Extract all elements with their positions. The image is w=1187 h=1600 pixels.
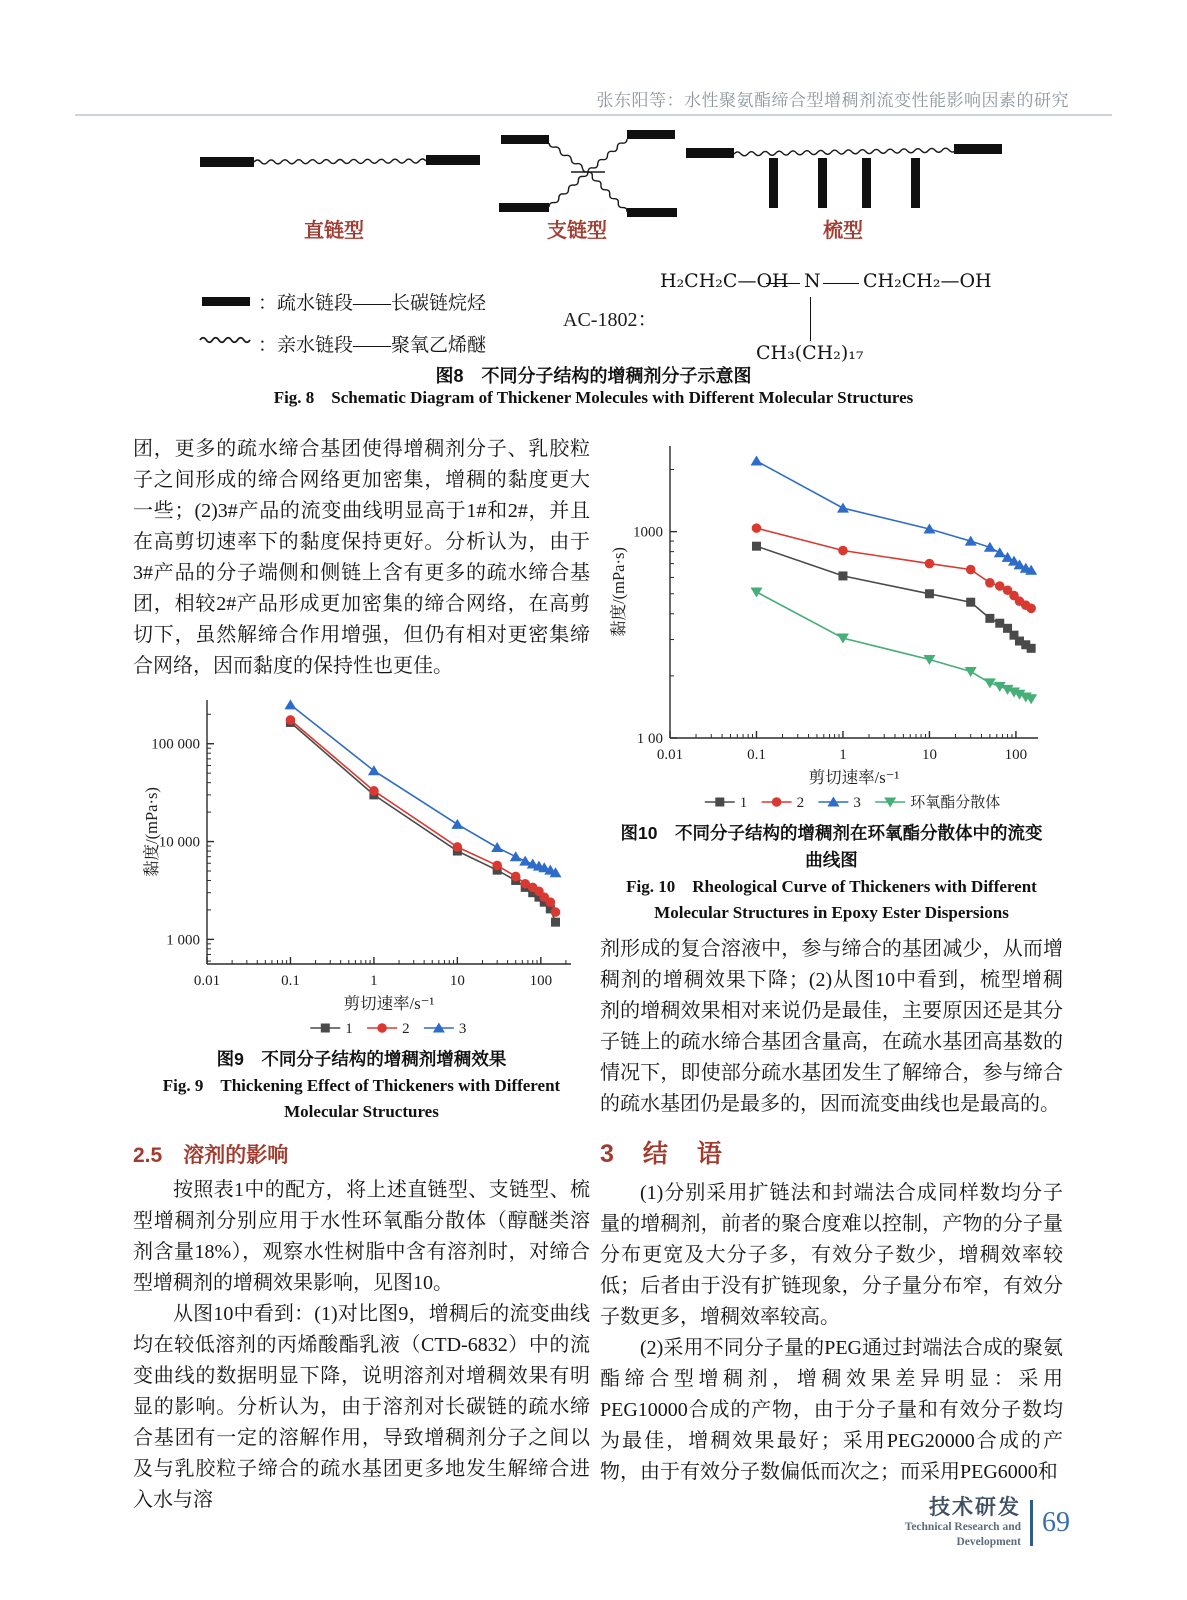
- svg-text:1: 1: [739, 795, 748, 811]
- svg-text:1: 1: [345, 1021, 353, 1037]
- svg-text:0.1: 0.1: [281, 973, 300, 989]
- right-column: [600, 432, 1063, 1488]
- comb-structure-diagram: [686, 128, 1002, 212]
- svg-text:100 000: 100 000: [151, 736, 200, 753]
- figure9: [133, 688, 590, 1040]
- figure10-caption-zh2: 曲线图: [805, 850, 858, 870]
- body-paragraph: 剂形成的复合溶液中，参与缔合的基团减少，从而增稠剂的增稠效果下降；(2)从图10中看到，梳型增稠剂的增稠效果相对来说仍是最佳，主要原因还是其分子链上的疏水缔合基团含量高，在疏水基团高基数的情况下，即使部分疏水基团发生了解缔合，参与缔合的疏水基团仍是最多的，因而流变曲线也是最高的。: [600, 938, 1063, 1115]
- ac1802-label: AC-1802：: [563, 309, 658, 331]
- svg-text:1 00: 1 00: [636, 731, 663, 747]
- bond-line: [766, 283, 800, 284]
- label-linear-type: 直链型: [304, 220, 364, 242]
- hydrophobic-segment-label: ：疏水链段——长碳链烷烃: [258, 293, 487, 314]
- section-3-heading: 3 结 语: [600, 1140, 724, 1168]
- svg-text:2: 2: [796, 795, 805, 811]
- ac1802-structure: [660, 270, 992, 368]
- hydrophilic-segment-swatch: [198, 330, 252, 350]
- body-paragraph: 按照表1中的配方，将上述直链型、支链型、梳型增稠剂分别应用于水性环氧酯分散体（醇醚类溶剂含量18%），观察水性树脂中含有溶剂时，对缔合型增稠剂的增稠效果影响，见图10。: [133, 1179, 590, 1294]
- body-paragraph: 团，更多的疏水缔合基团使得增稠剂分子、乳胶粒子之间形成的缔合网络更加密集，增稠的黏度更大一些；(2)3#产品的流变曲线明显高于1#和2#，并且在高剪切速率下的黏度保持更好。分析认为，由于3#产品的分子端侧和侧链上含有更多的疏水缔合基团，相较2#产品形成更加密集的缔合网络，在高剪切下，虽然解缔合作用增强，但仍有相对更密集缔合网络，因而黏度的保持性也更佳。: [133, 438, 590, 677]
- footer-zh: 技术研发: [929, 1496, 1021, 1519]
- svg-text:剪切速率/s⁻¹: 剪切速率/s⁻¹: [343, 994, 435, 1013]
- ac1802-nitrogen: N: [804, 270, 821, 292]
- footer-section-name: [853, 1496, 1021, 1550]
- section-2-5-heading: 2.5 溶剂的影响: [133, 1144, 289, 1167]
- left-column: [133, 434, 590, 1516]
- svg-text:剪切速率/s⁻¹: 剪切速率/s⁻¹: [808, 768, 900, 787]
- svg-text:3: 3: [853, 795, 861, 811]
- figure9-chart: [133, 688, 590, 1040]
- body-paragraph: 从图10中看到：(1)对比图9，增稠后的流变曲线均在较低溶剂的丙烯酸酯乳液（CTD-6832）中的流变曲线的数据明显下降，说明溶剂对增稠效果有明显的影响。分析认为，由于溶剂对长碳链的疏水缔合基团有一定的溶解作用，导致增稠剂分子之间以及与乳胶粒子缔合的疏水基团更多地发生解缔合进入水与溶: [133, 1303, 590, 1511]
- header-divider: [75, 114, 1112, 116]
- ac1802-right-group: CH₂CH₂—OH: [863, 270, 992, 292]
- ac1802-left-group: H₂CH₂C—OH: [660, 270, 789, 292]
- bond-line: [823, 283, 859, 284]
- figure9-caption-zh: 图9 不同分子结构的增稠剂增稠效果: [216, 1049, 507, 1069]
- figure10-chart: [606, 432, 1063, 814]
- figure10-caption-en2: Molecular Structures in Epoxy Ester Dispersions: [654, 903, 1009, 922]
- footer-divider-bar: [1030, 1500, 1033, 1546]
- running-head-title: 张东阳等：水性聚氨酯缔合型增稠剂流变性能影响因素的研究: [596, 91, 1069, 110]
- linear-structure-diagram: [200, 148, 480, 192]
- svg-text:0.01: 0.01: [193, 973, 221, 989]
- branched-structure-diagram: [495, 126, 681, 222]
- figure10: [600, 432, 1063, 814]
- hydrophobic-segment-swatch: [202, 297, 250, 306]
- svg-text:1000: 1000: [633, 524, 663, 541]
- label-branched-type: 支链型: [547, 220, 607, 242]
- svg-text:2: 2: [402, 1021, 410, 1037]
- svg-text:0.01: 0.01: [656, 747, 684, 763]
- svg-text:黏度/(mPa·s): 黏度/(mPa·s): [609, 547, 628, 637]
- figure8-caption-zh: 图8 不同分子结构的增稠剂分子示意图: [435, 366, 752, 386]
- label-comb-type: 梳型: [823, 220, 863, 242]
- page-number: 69: [1042, 1507, 1070, 1538]
- figure9-caption-en: Fig. 9 Thickening Effect of Thickeners with Different: [162, 1076, 561, 1095]
- figure10-caption-zh: 图10 不同分子结构的增稠剂在环氧酯分散体中的流变: [620, 823, 1043, 843]
- figure10-caption-en: Fig. 10 Rheological Curve of Thickeners with Different: [626, 877, 1037, 896]
- page-footer: [853, 1496, 1070, 1550]
- body-paragraph: (2)采用不同分子量的PEG通过封端法合成的聚氨酯缔合型增稠剂，增稠效果差异明显：采用PEG10000合成的产物，由于分子量和有效分子数均为最佳，增稠效果最好；采用PEG20000合成的产物，由于有效分子数偏低而次之；而采用PEG6000和: [600, 1337, 1063, 1483]
- svg-text:100: 100: [1004, 747, 1028, 763]
- svg-text:10 000: 10 000: [158, 834, 200, 851]
- svg-text:10: 10: [449, 973, 465, 989]
- svg-text:100: 100: [529, 973, 553, 989]
- bond-line-vertical: [810, 297, 811, 341]
- svg-text:10: 10: [921, 747, 937, 763]
- svg-text:0.1: 0.1: [747, 747, 766, 763]
- svg-text:1: 1: [370, 973, 378, 989]
- ac1802-bottom-group: CH₃(CH₂)₁₇: [756, 342, 864, 364]
- svg-text:3: 3: [458, 1021, 467, 1037]
- figure9-caption-en2: Molecular Structures: [284, 1102, 439, 1121]
- body-paragraph: (1)分别采用扩链法和封端法合成同样数均分子量的增稠剂，前者的聚合度难以控制，产物的分子量分布更宽及大分子多，有效分子数少，增稠效率较低；后者由于没有扩链现象，分子量分布窄，有效分子数更多，增稠效率较高。: [600, 1182, 1063, 1328]
- figure8-caption-en: Fig. 8 Schematic Diagram of Thickener Molecules with Different Molecular Structures: [273, 388, 914, 407]
- svg-text:环氧酯分散体: 环氧酯分散体: [910, 795, 1001, 811]
- footer-en: Technical Research and Development: [904, 1521, 1021, 1548]
- svg-text:1: 1: [839, 747, 847, 763]
- svg-text:黏度/(mPa·s): 黏度/(mPa·s): [142, 787, 161, 877]
- svg-text:1 000: 1 000: [166, 932, 200, 949]
- hydrophilic-segment-label: ：亲水链段——聚氧乙烯醚: [258, 335, 487, 356]
